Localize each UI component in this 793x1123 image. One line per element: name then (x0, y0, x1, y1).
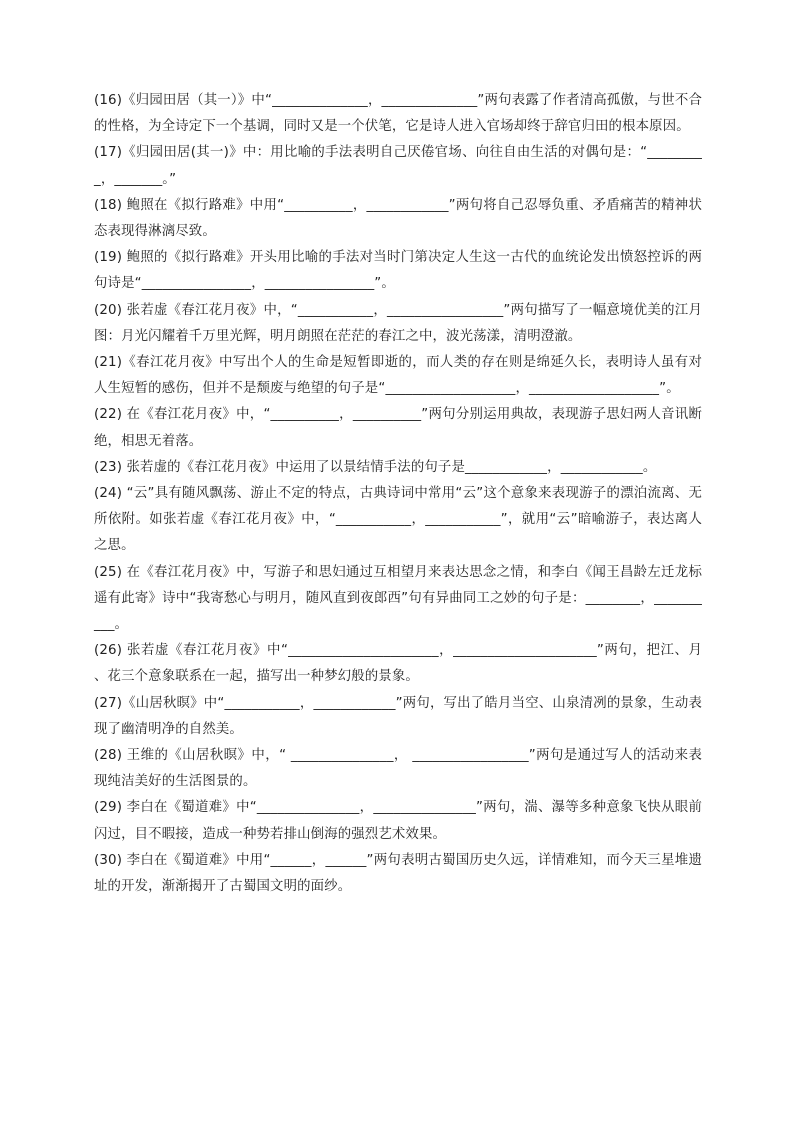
question-24: (24) “云”具有随风飘荡、游止不定的特点，古典诗词中常用“云”这个意象来表现游子的漂泊流离、无所依附。如张若虚《春江花月夜》中，“___________，___________”，就用“云”暗喻游子，表达离人之思。 (94, 486, 702, 554)
question-23: (23) 张若虚的《春江花月夜》中运用了以景结情手法的句子是____________，____________。 (94, 459, 657, 475)
question-21: (21)《春江花月夜》中写出个人的生命是短暂即逝的，而人类的存在则是绵延久长，表明诗人虽有对人生短暂的感伤，但并不是颓废与绝望的句子是“___________________，___________________”。 (94, 355, 702, 397)
question-28: (28) 王维的《山居秋暝》中，“ _______________， _________________”两句是通过写人的活动来表现纯洁美好的生活图景的。 (94, 748, 702, 790)
question-19: (19) 鲍照的《拟行路难》开头用比喻的手法对当时门第决定人生这一古代的血统论发出愤怒控诉的两句诗是“________________，________________”。 (94, 250, 702, 292)
question-18: (18) 鲍照在《拟行路难》中用“__________，____________”两句将自己忍辱负重、矛盾痛苦的精神状态表现得淋漓尽致。 (94, 197, 702, 240)
question-30: (30) 李白在《蜀道难》中用“______，______”两句表明古蜀国历史久远，详情难知，而今天三星堆遗址的开发，渐渐揭开了古蜀国文明的面纱。 (94, 852, 702, 895)
question-25: (25) 在《春江花月夜》中，写游子和思妇通过互相望月来表达思念之情，和李白《闻王昌龄左迁龙标遥有此寄》诗中“我寄愁心与明月，随风直到夜郎西”句有异曲同工之妙的句子是：________，__________。 (94, 564, 702, 633)
question-26: (26) 张若虚《春江花月夜》中“______________________，_____________________”两句，把江、月、花三个意象联系在一起，描写出一种梦幻般的景象。 (94, 643, 702, 685)
question-27: (27)《山居秋暝》中“___________，____________”两句，写出了皓月当空、山泉清冽的景象，生动表现了幽清明净的自然美。 (94, 695, 702, 737)
question-22: (22) 在《春江花月夜》中，“__________，__________”两句分别运用典故，表现游子思妇两人音讯断绝，相思无着落。 (94, 407, 702, 449)
question-17: (17)《归园田居(其一)》中：用比喻的手法表明自己厌倦官场、向往自由生活的对偶句是：“_________，_______。” (94, 145, 702, 187)
question-20: (20) 张若虚《春江花月夜》中，“___________，_________________”两句描写了一幅意境优美的江月图：月光闪耀着千万里光辉，明月朗照在茫茫的春江之中，波光荡漾，清明澄澈。 (94, 302, 702, 344)
question-16: (16)《归园田居（其一）》中“______________，______________”两句表露了作者清高孤傲，与世不合的性格，为全诗定下一个基调，同时又是一个伏笔，它是诗人进入官场却终于辞官归田的根本原因。 (94, 93, 702, 135)
worksheet-page (94, 88, 702, 900)
question-29: (29) 李白在《蜀道难》中“_______________，_______________”两句，湍、瀑等多种意象飞快从眼前闪过，目不暇接，造成一种势若排山倒海的强烈艺术效果。 (94, 800, 702, 842)
